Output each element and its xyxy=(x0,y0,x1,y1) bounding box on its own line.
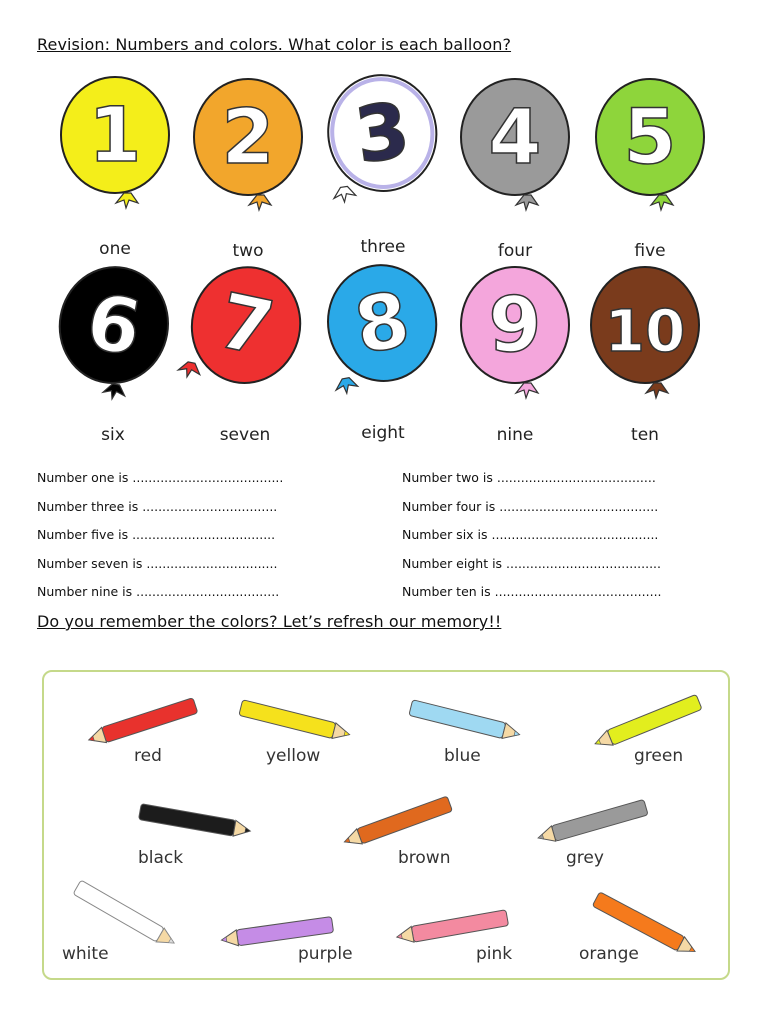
balloon-number: 8 xyxy=(348,274,416,371)
balloon-knot xyxy=(333,185,357,203)
pencil-brown xyxy=(339,802,459,846)
balloon-word-label: five xyxy=(634,241,666,261)
worksheet-title: Revision: Numbers and colors. What color is each balloon? xyxy=(37,35,512,54)
balloon-knot xyxy=(102,382,126,401)
balloon-five xyxy=(585,77,715,267)
sentence-right-4: Number eight is ....................................... xyxy=(402,556,662,571)
balloon-number: 10 xyxy=(604,297,686,365)
balloon-number: 1 xyxy=(88,90,142,179)
black-pencil-drawing xyxy=(139,802,259,842)
balloon-four-drawing xyxy=(450,77,580,227)
sentence-left-1: Number one is ...................................... xyxy=(37,470,284,485)
balloon-knot xyxy=(334,376,358,395)
balloon-knot xyxy=(116,193,138,208)
balloon-number: 9 xyxy=(488,280,542,369)
balloon-word-label: seven xyxy=(219,425,271,445)
pencil-red xyxy=(84,702,204,746)
pencil-grey xyxy=(534,802,654,846)
sentence-right-1: Number two is ........................................ xyxy=(402,470,656,485)
balloon-knot xyxy=(249,195,271,210)
balloon-four xyxy=(450,77,580,267)
balloon-six xyxy=(48,265,178,455)
pencil-label-brown: brown xyxy=(398,848,451,868)
sentence-right-3: Number six is .......................................... xyxy=(402,527,659,542)
colors-section-heading: Do you remember the colors? Let’s refresh our memory!! xyxy=(37,612,502,631)
sentence-left-2: Number three is .................................. xyxy=(37,499,278,514)
pencil-label-yellow: yellow xyxy=(266,746,321,766)
pencil-label-white: white xyxy=(62,944,109,964)
pencil-white xyxy=(69,897,189,941)
balloon-three xyxy=(318,73,448,263)
pencil-label-black: black xyxy=(138,848,184,868)
pencil-label-pink: pink xyxy=(476,944,513,964)
balloon-nine-drawing xyxy=(450,265,580,415)
balloon-word-label: four xyxy=(497,241,533,261)
pencil-blue xyxy=(409,702,529,746)
sentence-left-3: Number five is .................................... xyxy=(37,527,276,542)
sentence-right-2: Number four is ........................................ xyxy=(402,499,659,514)
balloon-five-drawing xyxy=(585,77,715,227)
balloon-number: 4 xyxy=(488,92,542,181)
balloon-knot xyxy=(646,383,668,398)
balloon-knot xyxy=(651,195,673,210)
balloon-ten-drawing xyxy=(580,265,710,415)
balloon-seven xyxy=(180,265,310,455)
balloon-six-drawing xyxy=(48,265,178,415)
pencil-color-chart xyxy=(42,670,730,980)
white-pencil-drawing xyxy=(69,897,189,937)
balloon-word-label: one xyxy=(99,239,131,259)
balloon-one-drawing xyxy=(50,75,180,225)
sentence-right-5: Number ten is .......................................... xyxy=(402,584,662,599)
balloon-two-drawing xyxy=(183,77,313,227)
balloon-eight xyxy=(318,263,448,453)
balloon-knot xyxy=(177,360,202,379)
balloon-word-label: eight xyxy=(361,423,405,443)
blue-pencil-drawing xyxy=(409,702,529,742)
grey-pencil-drawing xyxy=(534,802,654,842)
balloon-word-label: two xyxy=(232,241,264,261)
balloon-seven-drawing xyxy=(180,265,310,415)
balloon-number: 5 xyxy=(623,92,677,181)
balloon-number: 3 xyxy=(349,84,415,181)
balloon-number: 2 xyxy=(221,92,275,181)
pencil-green xyxy=(589,702,709,746)
pencil-label-green: green xyxy=(634,746,684,766)
pencil-label-purple: purple xyxy=(298,944,353,964)
balloon-word-label: ten xyxy=(631,425,659,445)
balloon-word-label: six xyxy=(101,425,125,445)
balloon-one xyxy=(50,75,180,265)
balloon-number: 6 xyxy=(80,276,148,373)
pencil-label-blue: blue xyxy=(444,746,481,766)
balloon-two xyxy=(183,77,313,267)
balloon-illustration-panel xyxy=(40,65,710,455)
pencil-label-red: red xyxy=(134,746,162,766)
brown-pencil-drawing xyxy=(339,802,459,842)
balloon-eight-drawing xyxy=(318,263,448,413)
balloon-word-label: three xyxy=(360,237,406,257)
pencil-yellow xyxy=(239,702,359,746)
pencil-label-grey: grey xyxy=(566,848,604,868)
pink-pencil-drawing xyxy=(394,907,514,947)
balloon-knot xyxy=(516,383,538,398)
sentence-left-5: Number nine is .................................... xyxy=(37,584,280,599)
balloon-knot xyxy=(516,195,538,210)
sentence-left-4: Number seven is ................................. xyxy=(37,556,278,571)
pencil-label-orange: orange xyxy=(579,944,639,964)
balloon-nine xyxy=(450,265,580,455)
red-pencil-drawing xyxy=(84,702,204,742)
green-pencil-drawing xyxy=(589,702,709,742)
balloon-ten xyxy=(580,265,710,455)
orange-pencil-drawing xyxy=(589,907,709,947)
yellow-pencil-drawing xyxy=(239,702,359,742)
balloon-three-drawing xyxy=(318,73,448,223)
balloon-word-label: nine xyxy=(496,425,534,445)
balloon-number: 7 xyxy=(211,275,282,374)
pencil-black xyxy=(139,802,259,846)
